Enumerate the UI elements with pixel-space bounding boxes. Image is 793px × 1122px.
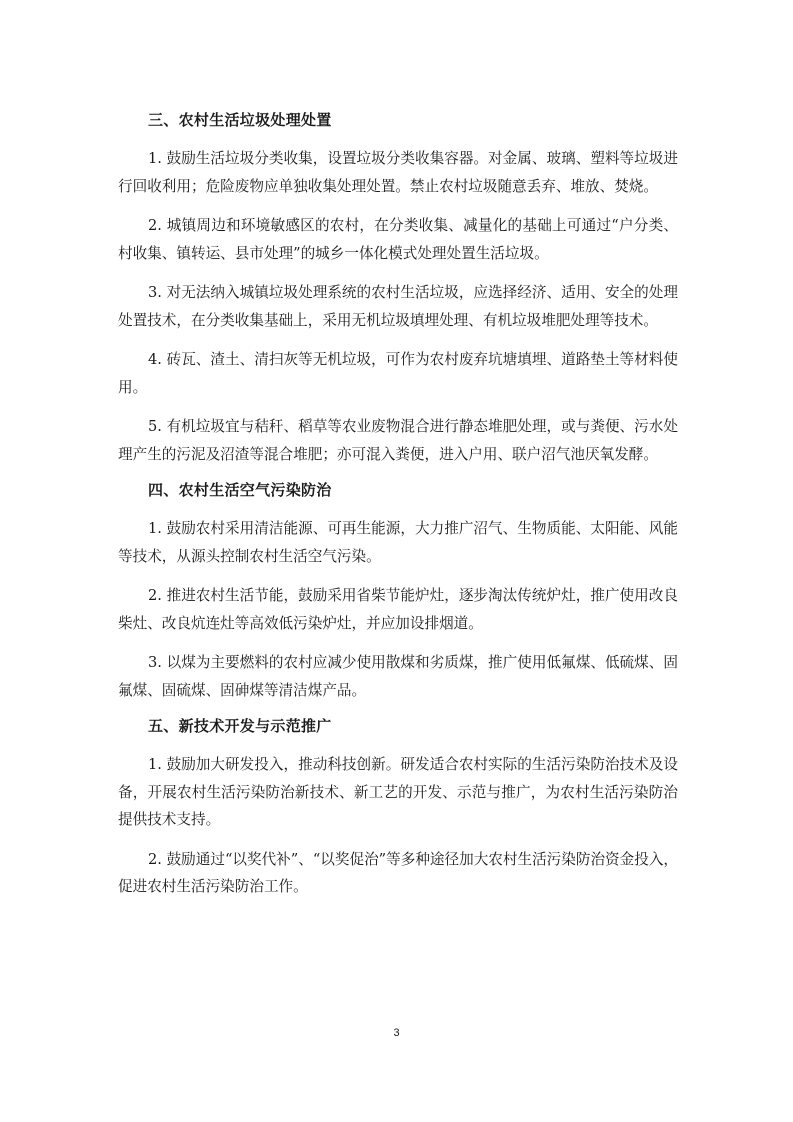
section-heading: 四、农村生活空气污染防治 — [148, 481, 332, 499]
paragraph: 4. 砖瓦、渣土、清扫灰等无机垃圾，可作为农村废弃坑塘填埋、道路垫土等材料使用。 — [118, 351, 678, 396]
paragraph: 2. 城镇周边和环境敏感区的农村，在分类收集、减量化的基础上可通过“户分类、村收集、镇转运、县市处理”的城乡一体化模式处理处置生活垃圾。 — [118, 217, 678, 262]
paragraph: 1. 鼓励生活垃圾分类收集，设置垃圾分类收集容器。对金属、玻璃、塑料等垃圾进行回收利用；危险废物应单独收集处理处置。禁止农村垃圾随意丢弃、堆放、焚烧。 — [118, 150, 678, 195]
paragraph: 3. 对无法纳入城镇垃圾处理系统的农村生活垃圾，应选择经济、适用、安全的处理处置技术，在分类收集基础上，采用无机垃圾填埋处理、有机垃圾堆肥处理等技术。 — [118, 284, 678, 329]
paragraph: 1. 鼓励加大研发投入，推动科技创新。研发适合农村实际的生活污染防治技术及设备，开展农村生活污染防治新技术、新工艺的开发、示范与推广，为农村生活污染防治提供技术支持。 — [118, 756, 678, 828]
paragraph: 5. 有机垃圾宜与秸秆、稻草等农业废物混合进行静态堆肥处理，或与粪便、污水处理产生的污泥及沼渣等混合堆肥；亦可混入粪便，进入户用、联户沼气池厌氧发酵。 — [118, 418, 678, 463]
page-number: 3 — [393, 1027, 400, 1039]
section-heading: 三、农村生活垃圾处理处置 — [148, 111, 332, 129]
paragraph: 2. 推进农村生活节能，鼓励采用省柴节能炉灶，逐步淘汰传统炉灶，推广使用改良柴灶、改良炕连灶等高效低污染炉灶，并应加设排烟道。 — [118, 587, 678, 632]
section-heading: 五、新技术开发与示范推广 — [148, 717, 332, 735]
paragraph: 2. 鼓励通过“以奖代补”、“以奖促治”等多种途径加大农村生活污染防治资金投入，促进农村生活污染防治工作。 — [118, 850, 679, 895]
paragraph: 1. 鼓励农村采用清洁能源、可再生能源，大力推广沼气、生物质能、太阳能、风能等技术，从源头控制农村生活空气污染。 — [118, 520, 678, 565]
paragraph: 3. 以煤为主要燃料的农村应减少使用散煤和劣质煤，推广使用低氟煤、低硫煤、固氟煤、固硫煤、固砷煤等清洁煤产品。 — [118, 654, 678, 699]
document-body — [118, 110, 678, 913]
